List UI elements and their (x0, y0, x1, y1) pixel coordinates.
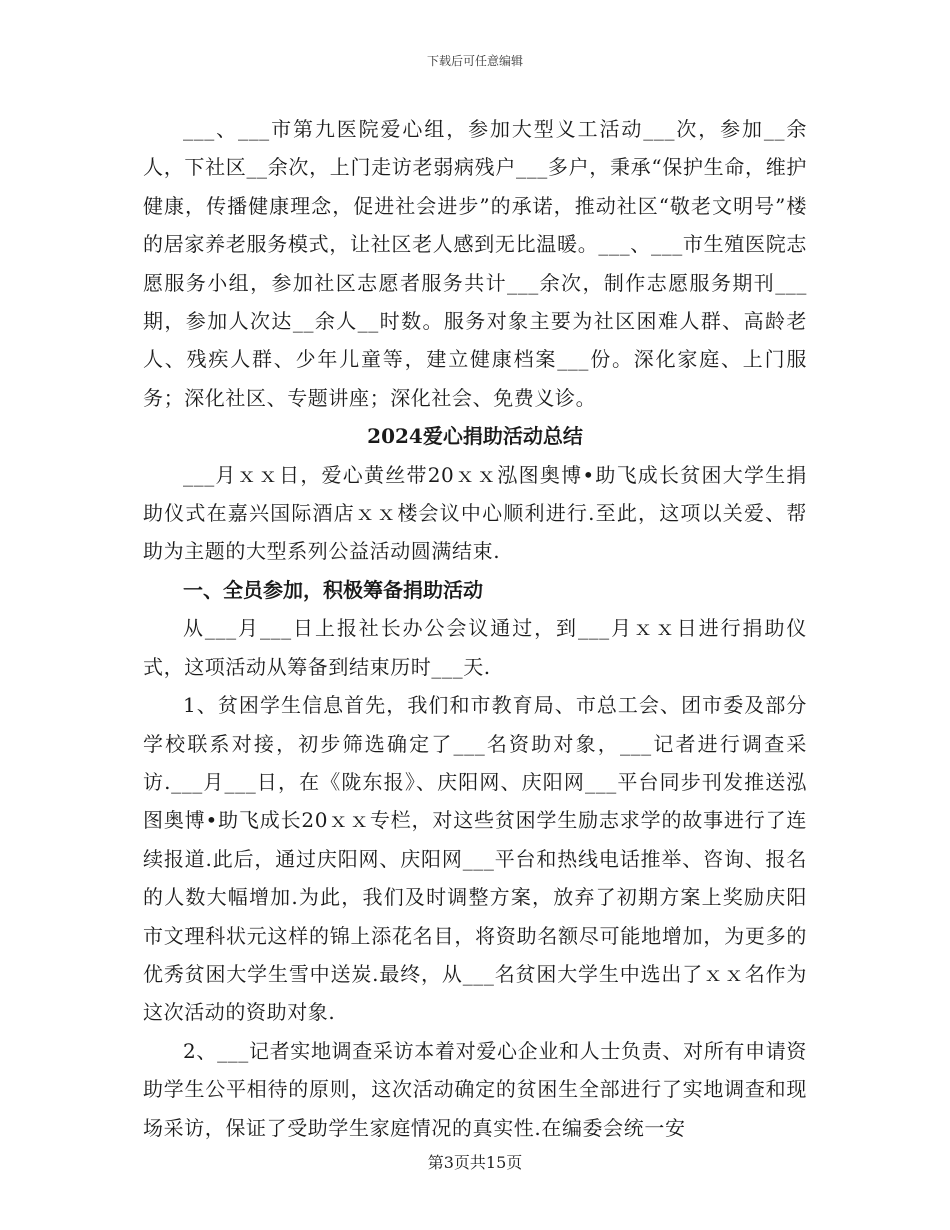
paragraph-volunteer-activities: ___、___市第九医院爱心组，参加大型义工活动___次，参加__余人，下社区__余次，上门走访老弱病残户___多户，秉承“保护生命，维护健康，传播健康理念，促进社会进步”的承诺，推动社区“敬老文明号”楼的居家养老服务模式，让社区老人感到无比温暖。___、___市生殖医院志愿服务小组，参加社区志愿者服务共计___余次，制作志愿服务期刊___期，参加人次达__余人__时数。服务对象主要为社区困难人群、高龄老人、残疾人群、少年儿童等，建立健康档案___份。深化家庭、上门服务；深化社区、专题讲座；深化社会、免费义诊。 (143, 117, 807, 410)
document-body (143, 110, 807, 1147)
paragraph-field-investigation: 2、___记者实地调查采访本着对爱心企业和人士负责、对所有申请资助学生公平相待的原则，这次活动确定的贫困生全部进行了实地调查和现场采访，保证了受助学生家庭情况的真实性.在编委会统一安 (143, 1038, 807, 1140)
paragraph-ceremony-intro: ___月ｘｘ日，爱心黄丝带20ｘｘ泓图奥博•助飞成长贫困大学生捐助仪式在嘉兴国际酒店ｘｘ楼会议中心顺利进行.至此，这项以关爱、帮助为主题的大型系列公益活动圆满结束. (143, 462, 807, 564)
paragraph-student-info: 1、贫困学生信息首先，我们和市教育局、市总工会、团市委及部分学校联系对接，初步筛选确定了___名资助对象，___记者进行调查采访.___月___日，在《陇东报》、庆阳网、庆阳网___平台同步刊发推送泓图奥博•助飞成长20ｘｘ专栏，对这些贫困学生励志求学的故事进行了连续报道.此后，通过庆阳网、庆阳网___平台和热线电话推举、咨询、报名的人数大幅增加.为此，我们及时调整方案，放弃了初期方案上奖励庆阳市文理科状元这样的锦上添花名目，将资助名额尽可能地增加，为更多的优秀贫困大学生雪中送炭.最终，从___名贫困大学生中选出了ｘｘ名作为这次活动的资助对象. (143, 693, 807, 1025)
paragraph-timeline: 从___月___日上报社长办公会议通过，到___月ｘｘ日进行捐助仪式，这项活动从筹备到结束历时___天. (143, 616, 807, 679)
page-number: 第3页共15页 (427, 1153, 523, 1172)
document-title: 2024爱心捐助活动总结 (367, 424, 583, 449)
page-header-note: 下载后可任意编辑 (426, 54, 523, 68)
section-heading-1: 一、全员参加，积极筹备捐助活动 (183, 577, 483, 602)
